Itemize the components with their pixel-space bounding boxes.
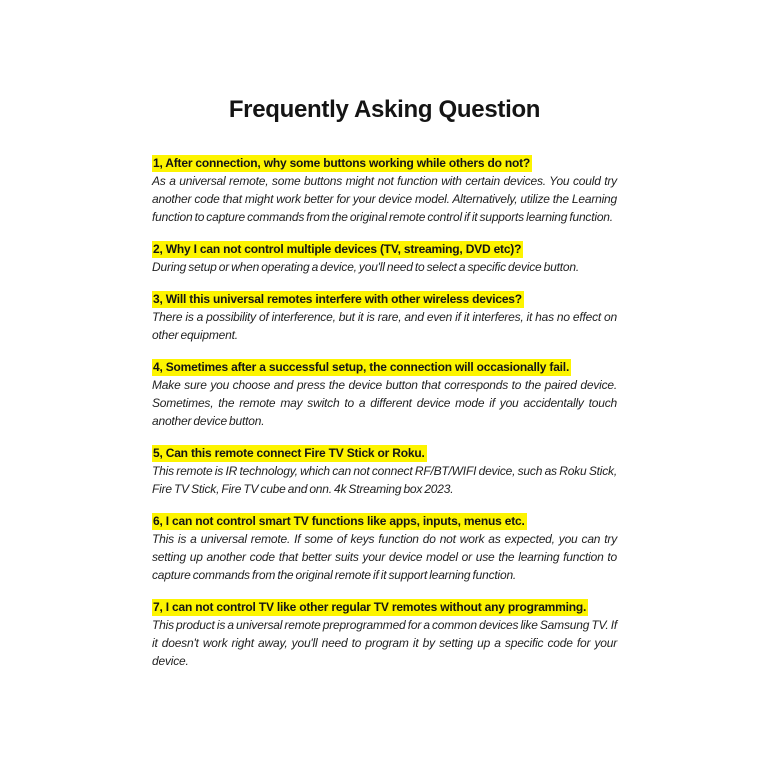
faq-answer-7: This product is a universal remote preprogrammed for a common devices like Samsung TV. If it doesn't work right away, you'll need to program it by setting up a specific code for your device. (152, 618, 617, 668)
faq-question-3-highlight: 3, Will this universal remotes interfere with other wireless devices? (153, 292, 522, 306)
faq-question-7 (152, 598, 617, 616)
faq-question-7-highlight: 7, I can not control TV like other regular TV remotes without any programming. (153, 600, 587, 614)
faq-item-7 (152, 598, 617, 670)
faq-question-1-highlight: 1, After connection, why some buttons working while others do not? (153, 156, 531, 170)
faq-answer-2: During setup or when operating a device, you'll need to select a specific device button. (152, 260, 579, 274)
faq-question-2 (152, 240, 617, 258)
faq-item-2 (152, 240, 617, 276)
faq-item-1 (152, 154, 617, 226)
faq-question-2-highlight: 2, Why I can not control multiple devices (TV, streaming, DVD etc)? (153, 242, 522, 256)
faq-item-4 (152, 358, 617, 430)
faq-answer-6: This is a universal remote. If some of keys function do not work as expected, you can try setting up another code that better suits your device model or use the learning function to capture commands from the original remote if it support learning function. (152, 532, 617, 582)
faq-answer-5: This remote is IR technology, which can not connect RF/BT/WIFI device, such as Roku Stick, Fire TV Stick, Fire TV cube and onn. 4k Streaming box 2023. (152, 464, 617, 496)
faq-answer-3: There is a possibility of interference, but it is rare, and even if it interferes, it has no effect on other equipment. (152, 310, 617, 342)
faq-item-3 (152, 290, 617, 344)
faq-item-6 (152, 512, 617, 584)
page-title: Frequently Asking Question (228, 96, 541, 123)
faq-question-6 (152, 512, 617, 530)
faq-question-5-highlight: 5, Can this remote connect Fire TV Stick or Roku. (153, 446, 425, 460)
faq-question-5 (152, 444, 617, 462)
faq-question-4 (152, 358, 617, 376)
faq-question-1 (152, 154, 617, 172)
faq-question-4-highlight: 4, Sometimes after a successful setup, the connection will occasionally fail. (153, 360, 570, 374)
document-content (152, 96, 617, 670)
faq-question-6-highlight: 6, I can not control smart TV functions like apps, inputs, menus etc. (153, 514, 525, 528)
faq-answer-4: Make sure you choose and press the device button that corresponds to the paired device. Sometimes, the remote may switch to a different device mode if you accidentally touch another device button. (152, 378, 617, 428)
faq-answer-1: As a universal remote, some buttons might not function with certain devices. You could try another code that might work better for your device model. Alternatively, utilize the Learning function to capture commands from the original remote control if it supports learning function. (152, 174, 617, 224)
faq-item-5 (152, 444, 617, 498)
faq-question-3 (152, 290, 617, 308)
